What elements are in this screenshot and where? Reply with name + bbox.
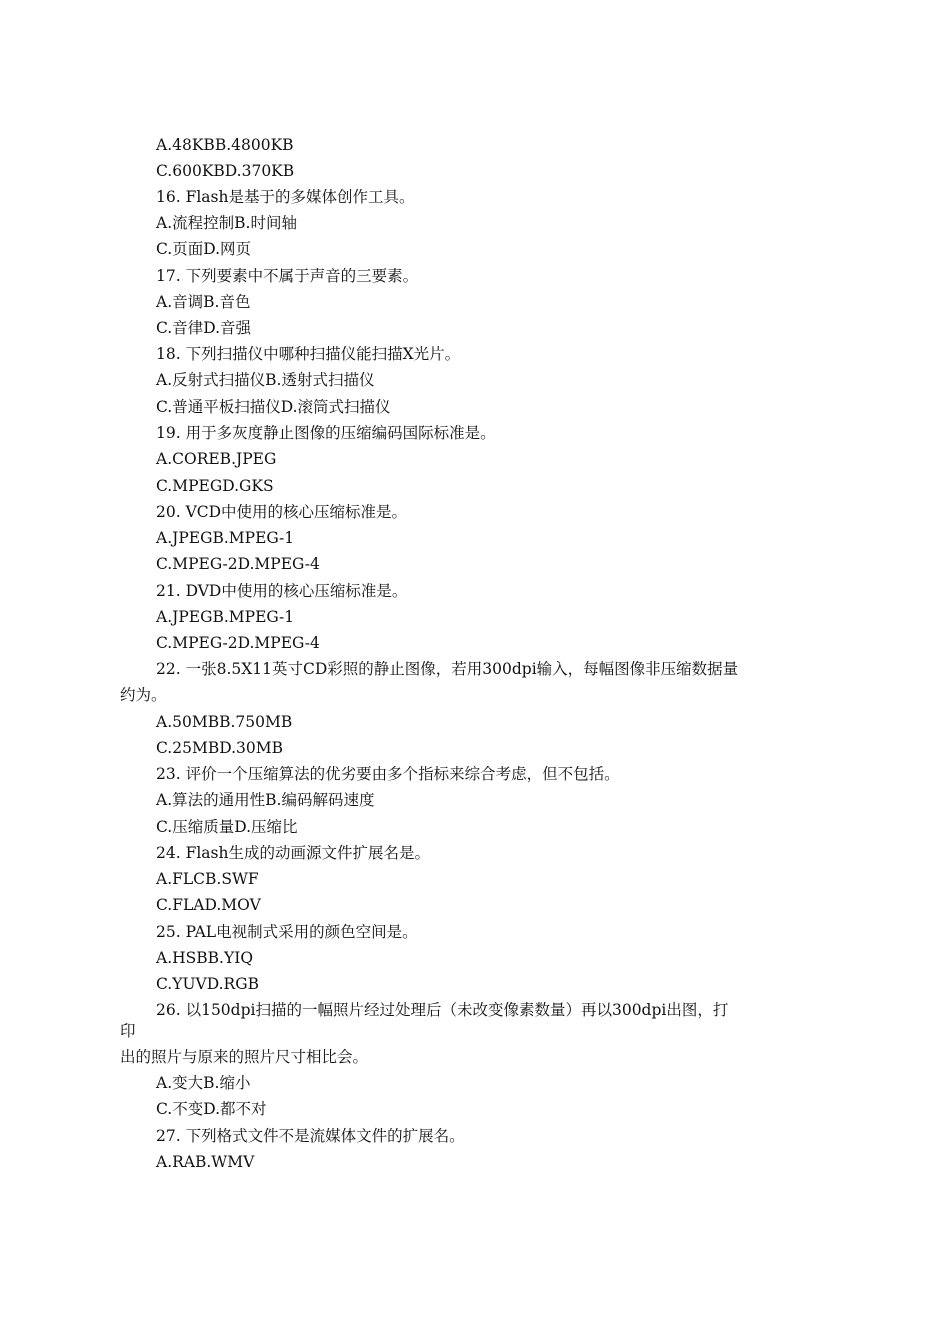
question-26: 26. 以150dpi扫描的一幅照片经过处理后（未改变像素数量）再以300dpi出图，打 [156,1001,729,1019]
question-24: 24. Flash生成的动画源文件扩展名是。 [156,844,430,862]
answer-options-line: A.变大B.缩小 [156,1074,251,1092]
answer-options-line: A.反射式扫描仪B.透射式扫描仪 [156,371,375,389]
answer-options-line: C.音律D.音强 [156,319,252,337]
question-18: 18. 下列扫描仪中哪种扫描仪能扫描X光片。 [156,345,461,363]
question-26-continuation: 印 [120,1022,136,1040]
answer-options-line: A.FLCB.SWF [156,870,259,888]
answer-options-line: A.JPEGB.MPEG-1 [156,608,295,626]
answer-options-line: A.算法的通用性B.编码解码速度 [156,791,375,809]
answer-options-line: C.MPEG-2D.MPEG-4 [156,634,320,652]
answer-options-line: C.FLAD.MOV [156,896,261,914]
question-22: 22. 一张8.5X11英寸CD彩照的静止图像，若用300dpi输入，每幅图像非压缩数据量 [156,660,739,678]
answer-options-line: C.压缩质量D.压缩比 [156,818,298,836]
answer-options-line: A.50MBB.750MB [156,713,293,731]
question-19: 19. 用于多灰度静止图像的压缩编码国际标准是。 [156,424,496,442]
question-22-continuation: 约为。 [120,686,167,704]
answer-options-line: A.RAB.WMV [156,1153,255,1171]
answer-options-line: A.HSBB.YIQ [156,949,254,967]
answer-options-line: C.普通平板扫描仪D.滚筒式扫描仪 [156,398,391,416]
answer-options-line: A.COREB.JPEG [156,450,277,468]
question-20: 20. VCD中使用的核心压缩标准是。 [156,503,408,521]
question-23: 23. 评价一个压缩算法的优劣要由多个指标来综合考虑，但不包括。 [156,765,620,783]
answer-options-line: C.页面D.网页 [156,240,252,258]
answer-options-line: A.音调B.音色 [156,293,251,311]
answer-options-line: A.48KBB.4800KB [156,136,294,154]
question-27: 27. 下列格式文件不是流媒体文件的扩展名。 [156,1127,465,1145]
question-26-continuation: 出的照片与原来的照片尺寸相比会。 [120,1048,369,1066]
answer-options-line: C.MPEG-2D.MPEG-4 [156,555,320,573]
question-17: 17. 下列要素中不属于声音的三要素。 [156,267,419,285]
answer-options-line: C.600KBD.370KB [156,162,295,180]
question-21: 21. DVD中使用的核心压缩标准是。 [156,582,408,600]
answer-options-line: A.JPEGB.MPEG-1 [156,529,295,547]
question-25: 25. PAL电视制式采用的颜色空间是。 [156,923,418,941]
question-16: 16. Flash是基于的多媒体创作工具。 [156,188,415,206]
answer-options-line: C.25MBD.30MB [156,739,284,757]
answer-options-line: C.YUVD.RGB [156,975,259,993]
answer-options-line: C.不变D.都不对 [156,1100,267,1118]
answer-options-line: C.MPEGD.GKS [156,477,274,495]
answer-options-line: A.流程控制B.时间轴 [156,214,297,232]
